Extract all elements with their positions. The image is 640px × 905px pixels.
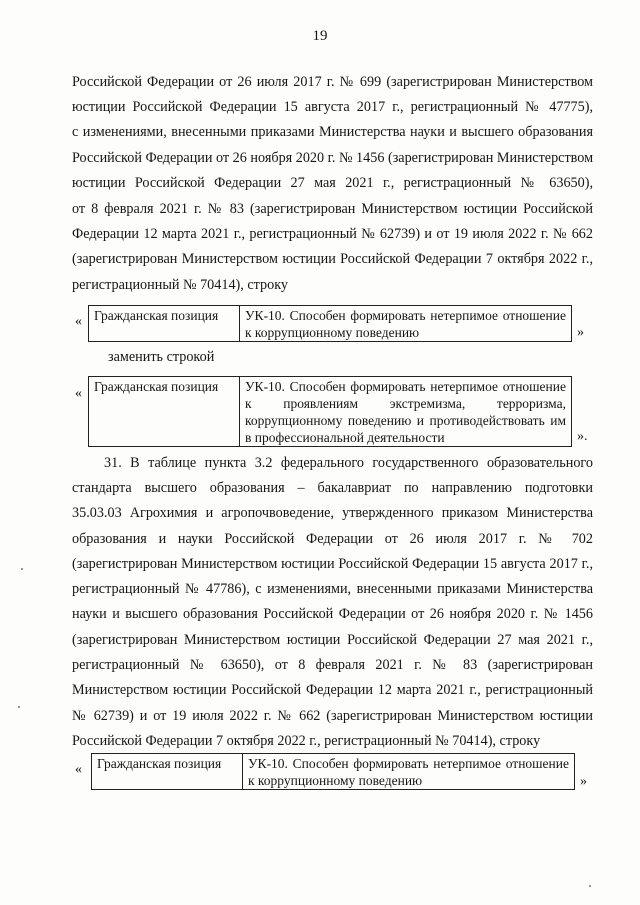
paragraph-line: 31. В таблице пункта 3.2 федерального государственного образовательного: [104, 455, 593, 471]
paragraph-line: Министерством юстиции Российской Федерации 12 марта 2021 г., регистрационный: [72, 682, 593, 698]
table-row: [89, 377, 572, 447]
scan-speck: [589, 885, 591, 887]
competency-table: [88, 305, 572, 342]
replace-instruction: заменить строкой: [108, 349, 215, 365]
scan-speck: [18, 706, 20, 708]
table-cell-category: Гражданская позиция: [89, 306, 240, 342]
paragraph-line: юстиции Российской Федерации 27 мая 2021 г., регистрационный № 63650),: [72, 175, 593, 191]
close-quote: »: [580, 774, 587, 789]
table-cell-competency: УК-10. Способен формировать нетерпимое отношение к коррупционному поведению: [243, 754, 575, 790]
table-cell-competency: УК-10. Способен формировать нетерпимое отношение к коррупционному поведению: [240, 306, 572, 342]
paragraph-line: юстиции Российской Федерации 15 августа 2017 г., регистрационный № 47775),: [72, 99, 593, 115]
paragraph-line: от 8 февраля 2021 г. № 83 (зарегистрирован Министерством юстиции Российской: [72, 201, 593, 217]
paragraph-line: (зарегистрирован Министерством юстиции Российской Федерации 7 октября 2022 г.,: [72, 251, 593, 267]
table-cell-category: Гражданская позиция: [92, 754, 243, 790]
scan-speck: [21, 568, 23, 570]
open-quote: «: [75, 386, 82, 401]
table-row: [89, 306, 572, 342]
paragraph-line: (зарегистрирован Министерством юстиции Российской Федерации 27 мая 2021 г.,: [72, 632, 593, 648]
paragraph-line: 35.03.03 Агрохимия и агропочвоведение, утвержденного приказом Министерства: [72, 505, 593, 521]
close-quote: »: [577, 325, 584, 340]
paragraph-line: № 62739) и от 19 июля 2022 г. № 662 (зарегистрирован Министерством юстиции: [72, 708, 593, 724]
paragraph-line: с изменениями, внесенными приказами Министерства науки и высшего образования: [72, 124, 593, 140]
close-quote: ».: [577, 429, 588, 444]
competency-table: [88, 376, 572, 447]
paragraph-line: науки и высшего образования Российской Федерации от 26 ноября 2020 г. № 1456: [72, 606, 593, 622]
paragraph-line: регистрационный № 47786), с изменениями, внесенными приказами Министерства: [72, 581, 593, 597]
competency-table: [91, 753, 575, 790]
paragraph-line: (зарегистрирован Министерством юстиции Российской Федерации 15 августа 2017 г.,: [72, 556, 593, 572]
paragraph-line: Российской Федерации 7 октября 2022 г., регистрационный № 70414), строку: [72, 733, 541, 749]
paragraph-line: регистрационный № 63650), от 8 февраля 2021 г. № 83 (зарегистрирован: [72, 657, 593, 673]
paragraph-line: Федерации 12 марта 2021 г., регистрационный № 62739) и от 19 июля 2022 г. № 662: [72, 226, 593, 242]
open-quote: «: [75, 762, 82, 777]
open-quote: «: [75, 314, 82, 329]
paragraph-line: стандарта высшего образования – бакалавриат по направлению подготовки: [72, 480, 593, 496]
paragraph-line: Российской Федерации от 26 ноября 2020 г. № 1456 (зарегистрирован Министерством: [72, 150, 594, 166]
paragraph-line: образования и науки Российской Федерации от 26 июля 2017 г. № 702: [72, 531, 593, 547]
page-number: 19: [312, 28, 328, 44]
table-cell-category: Гражданская позиция: [89, 377, 240, 447]
table-cell-competency: УК-10. Способен формировать нетерпимое отношение к проявлениям экстремизма, терроризма, коррупционному поведению и противодействовать им в профессиональной деятельности: [240, 377, 572, 447]
paragraph-line: регистрационный № 70414), строку: [72, 277, 289, 293]
paragraph-line: Российской Федерации от 26 июля 2017 г. № 699 (зарегистрирован Министерством: [72, 74, 593, 90]
table-row: [92, 754, 575, 790]
